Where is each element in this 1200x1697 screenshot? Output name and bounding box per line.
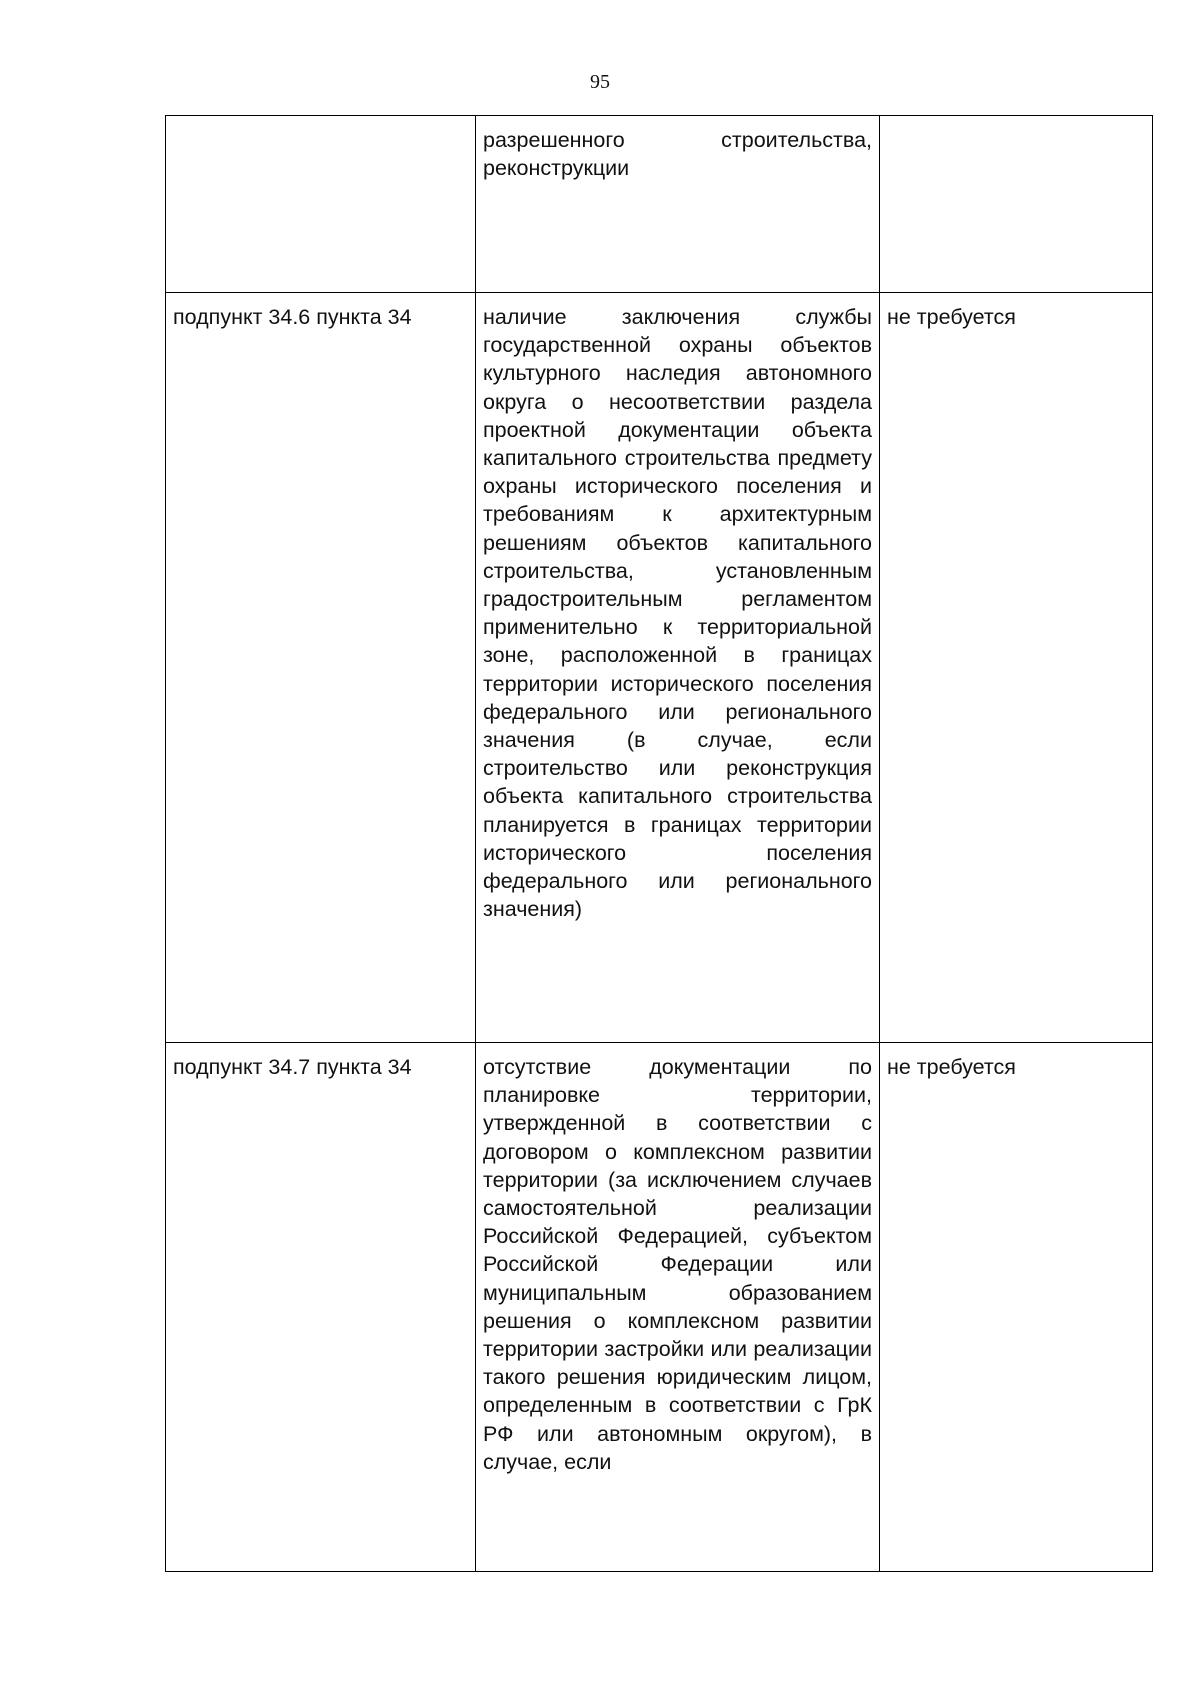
page-number: 95 [590, 71, 610, 93]
condition-cell: отсутствие документации по планировке территории, утвержденной в соответствии с договором о комплексном развитии территории (за исключением случаев самостоятельной реализации Российской Федерацией, субъектом Российской Федерации или муниципальным образованием решения о комплексном развитии территории застройки или реализации такого решения юридическим лицом, определенным в соответствии с ГрК РФ или автономным округом), в случае, если [476, 1043, 880, 1572]
requirement-cell: не требуется [880, 293, 1153, 1043]
condition-cell: наличие заключения службы государственной охраны объектов культурного наследия автономного округа о несоответствии раздела проектной документации объекта капитального строительства предмету охраны исторического поселения и требованиям к архитектурным решениям объектов капитального строительства, установленным градостроительным регламентом применительно к территориальной зоне, расположенной в границах территории исторического поселения федерального или регионального значения (в случае, если строительство или реконструкция объекта капитального строительства планируется в границах территории исторического поселения федерального или регионального значения) [476, 293, 880, 1043]
table-row [166, 116, 1153, 293]
table-row [166, 1043, 1153, 1572]
basis-cell: подпункт 34.6 пункта 34 [166, 293, 476, 1043]
requirements-table [165, 115, 1153, 1572]
condition-cell: разрешенного строительства, реконструкции [476, 116, 880, 293]
basis-cell: подпункт 34.7 пункта 34 [166, 1043, 476, 1572]
requirement-cell [880, 116, 1153, 293]
basis-cell [166, 116, 476, 293]
requirement-cell: не требуется [880, 1043, 1153, 1572]
table-row [166, 293, 1153, 1043]
